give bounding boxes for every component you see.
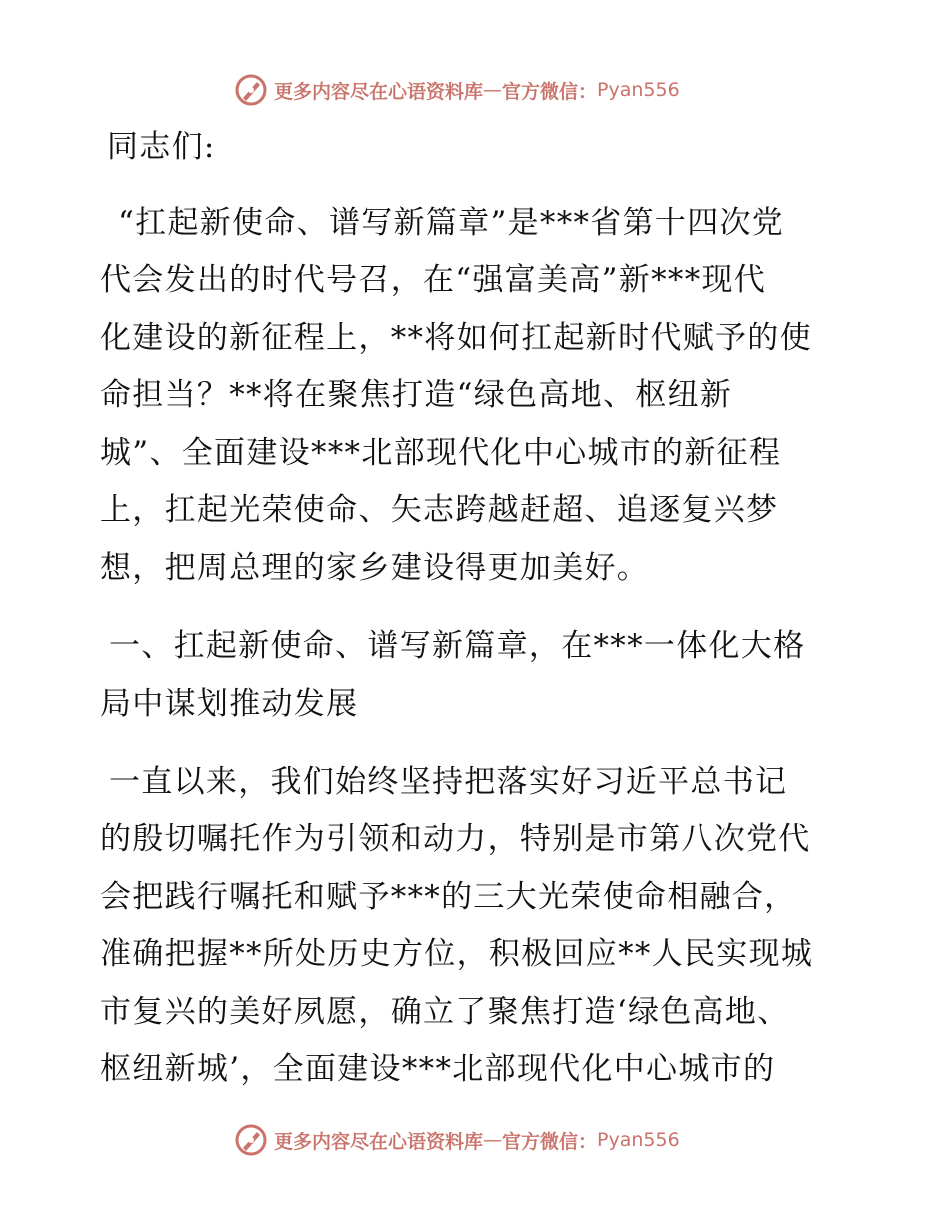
paragraph-line: 会把践行嘱托和赋予***的三大光荣使命相融合，: [100, 879, 797, 915]
paragraph-line: 一直以来，我们始终坚持把落实好习近平总书记: [109, 764, 788, 800]
paragraph-line: 市复兴的美好夙愿，确立了聚焦打造‘绿色高地、: [100, 994, 790, 1030]
watermark-banner-bottom: [234, 1120, 680, 1160]
paragraph-line: 枢纽新城’，全面建设***北部现代化中心城市的: [100, 1051, 776, 1087]
paragraph-line: 化建设的新征程上，**将如何扛起新时代赋予的使: [100, 320, 812, 356]
watermark-text: 更多内容尽在心语资料库: [274, 1130, 484, 1153]
paragraph-line: 命担当？**将在聚焦打造“绿色高地、枢纽新: [100, 377, 733, 413]
watermark-contact-id: Pyan556: [597, 1129, 680, 1151]
paragraph-line: “扛起新使命、谱写新篇章”是***省第十四次党: [118, 205, 785, 241]
paragraph-line: 准确把握**所处历史方位，积极回应**人民实现城: [100, 936, 814, 972]
watermark-text: 更多内容尽在心语资料库: [274, 80, 484, 103]
watermark-contact-id: Pyan556: [597, 79, 680, 101]
watermark-banner-top: [234, 70, 680, 110]
section-heading: 一、扛起新使命、谱写新篇章，在***一体化大格: [109, 628, 806, 664]
section-heading-cont: 局中谋划推动发展: [100, 686, 359, 722]
watermark-dash: —: [483, 1129, 503, 1151]
pen-logo-icon: [234, 1123, 268, 1157]
paragraph-line: 的殷切嘱托作为引领和动力，特别是市第八次党代: [100, 821, 811, 857]
paragraph-line: 城”、全面建设***北部现代化中心城市的新征程: [100, 435, 782, 471]
watermark-contact-label: 官方微信：: [502, 1130, 598, 1153]
watermark-dash: —: [483, 79, 503, 101]
paragraph-line: 代会发出的时代号召，在“强富美高”新***现代: [100, 262, 767, 298]
paragraph-line: 上，扛起光荣使命、矢志跨越赶超、追逐复兴梦: [100, 492, 779, 528]
paragraph-line: 想，把周总理的家乡建设得更加美好。: [100, 550, 650, 586]
watermark-contact-label: 官方微信：: [502, 80, 598, 103]
pen-logo-icon: [234, 73, 268, 107]
salutation: 同志们:: [107, 129, 216, 165]
